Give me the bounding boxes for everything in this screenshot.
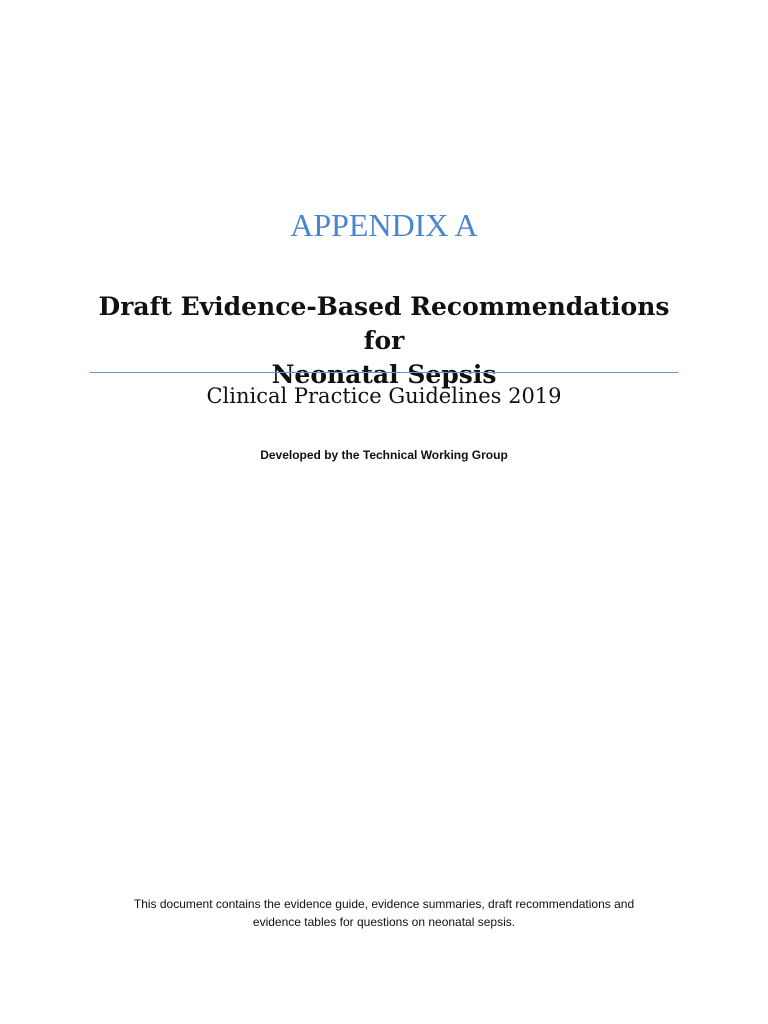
appendix-label: APPENDIX A [290,207,478,243]
subtitle: Clinical Practice Guidelines 2019 [206,384,562,408]
page-title [84,290,684,392]
developed-by-note: Developed by the Technical Working Group [260,448,508,462]
title-line-1: Draft Evidence-Based Recommendations for [98,292,670,355]
description-line-1: This document contains the evidence guide, evidence summaries, draft recommendations and [133,897,635,911]
title-line-2: Neonatal Sepsis [271,360,497,389]
title-divider [90,372,678,373]
description-line-2: evidence tables for questions on neonatal sepsis. [252,915,516,929]
document-description [100,895,668,931]
